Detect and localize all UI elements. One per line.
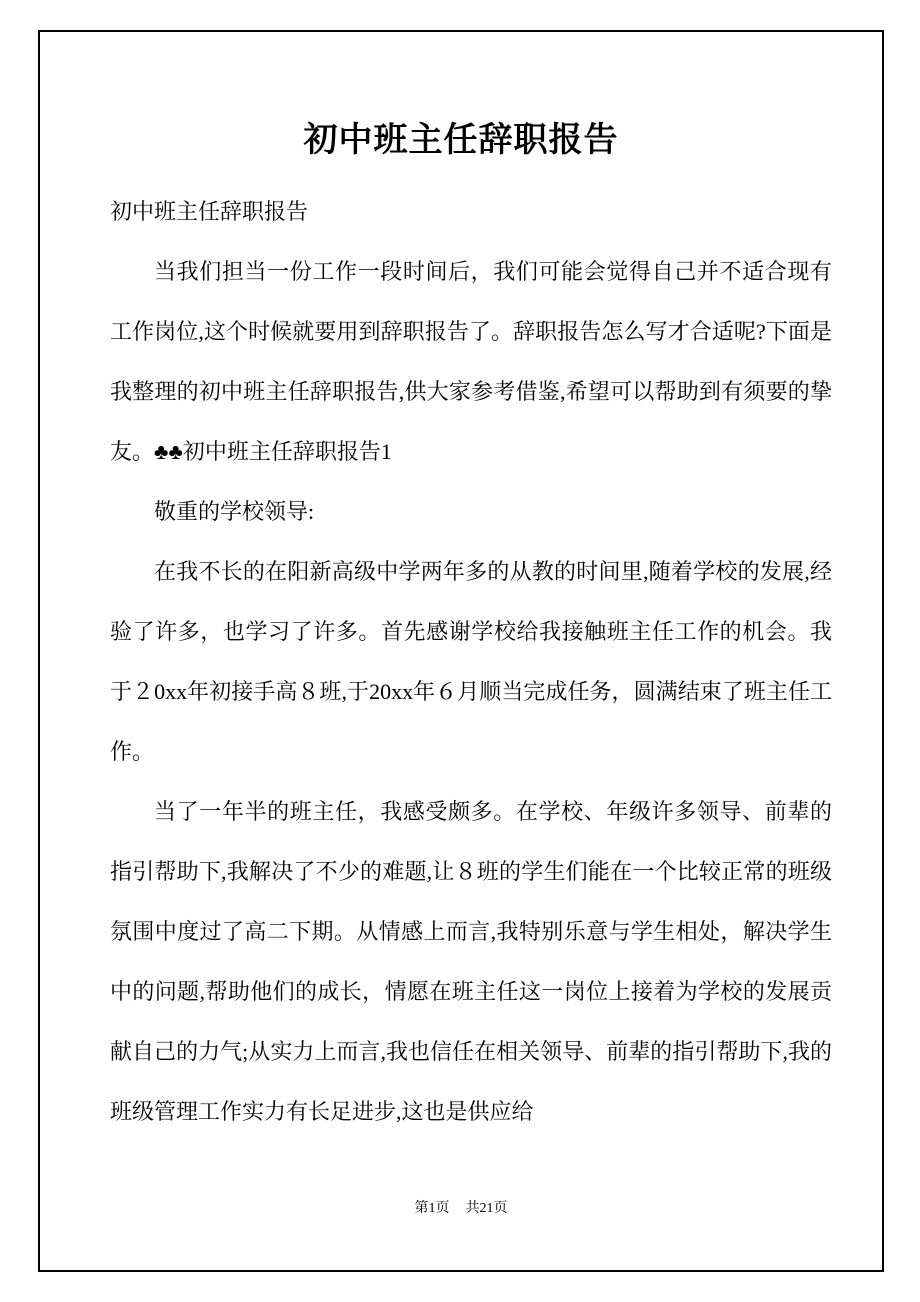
paragraph: 敬重的学校领导: — [154, 499, 315, 524]
paragraph: 在我不长的在阳新高级中学两年多的从教的时间里,随着学校的发展,经验了许多，也学习了许多。首先感谢学校给我接触班主任工作的机会。我于２0xx年初接手高８班,于20xx年６月顺当完成任务，圆满结束了班主任工作。 — [110, 559, 832, 764]
page-number: 第1页 — [414, 1201, 450, 1216]
page-border — [38, 30, 884, 1272]
paragraph: 当了一年半的班主任，我感受颇多。在学校、年级许多领导、前辈的指引帮助下,我解决了不少的难题,让８班的学生们能在一个比较正常的班级氛围中度过了高二下期。从情感上而言,我特别乐意与学生相处，解决学生中的问题,帮助他们的成长，情愿在班主任这一岗位上接着为学校的发展贡献自己的力气;从实力上而言,我也信任在相关领导、前辈的指引帮助下,我的班级管理工作实力有长足进步,这也是供应给 — [110, 799, 832, 1124]
page-footer — [40, 1200, 882, 1218]
paragraph: 初中班主任辞职报告 — [110, 199, 309, 224]
document-body — [110, 182, 832, 1142]
paragraph: 当我们担当一份工作一段时间后，我们可能会觉得自己并不适合现有工作岗位,这个时候就要用到辞职报告了。辞职报告怎么写才合适呢?下面是我整理的初中班主任辞职报告,供大家参考借鉴,希望可以帮助到有须要的挚友。♣♣初中班主任辞职报告1 — [110, 259, 832, 464]
document-title: 初中班主任辞职报告 — [303, 122, 619, 159]
total-pages: 共21页 — [465, 1201, 508, 1216]
